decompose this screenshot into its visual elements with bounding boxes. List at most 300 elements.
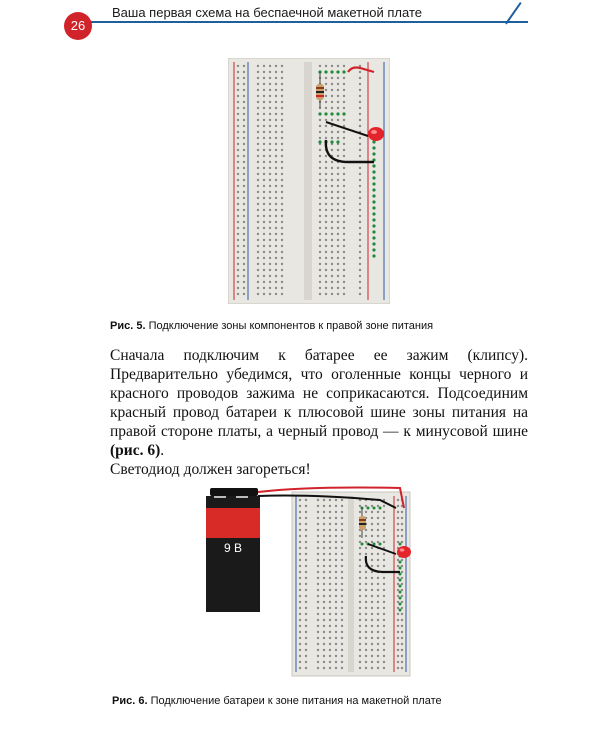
breadboard-hole [371,601,373,603]
paragraph-1-end: . [160,442,165,459]
breadboard-hole [323,661,325,663]
breadboard-hole [331,209,333,211]
breadboard-hole [331,269,333,271]
breadboard-hole [269,221,271,223]
breadboard-hole [343,197,345,199]
breadboard-hole [337,275,339,277]
breadboard-hole [257,149,259,151]
breadboard-hole [341,577,343,579]
breadboard-hole [319,239,321,241]
breadboard-hole [401,595,403,597]
breadboard-hole [319,179,321,181]
breadboard-hole [237,233,239,235]
breadboard-hole [275,245,277,247]
breadboard-hole [331,239,333,241]
breadboard-hole [331,83,333,85]
breadboard-hole [269,239,271,241]
breadboard-hole [275,209,277,211]
breadboard-hole [383,619,385,621]
breadboard-hole [263,65,265,67]
breadboard-hole [257,107,259,109]
breadboard-hole [281,167,283,169]
breadboard-hole [377,595,379,597]
breadboard-hole [275,191,277,193]
breadboard-hole [299,631,301,633]
breadboard-hole [323,595,325,597]
breadboard-hole [281,215,283,217]
breadboard-hole [365,505,367,507]
breadboard-hole [397,583,399,585]
breadboard-hole [299,667,301,669]
breadboard-hole [237,269,239,271]
breadboard-hole [237,89,239,91]
breadboard-hole [359,77,361,79]
breadboard-hole [365,655,367,657]
breadboard-hole [401,541,403,543]
breadboard-hole [329,601,331,603]
breadboard-hole [343,203,345,205]
breadboard-hole [275,233,277,235]
body-text [110,346,528,479]
breadboard-hole [243,293,245,295]
breadboard-hole [269,107,271,109]
figure-6-caption [112,695,442,707]
breadboard-hole [341,517,343,519]
breadboard-hole [383,637,385,639]
breadboard-hole [323,499,325,501]
breadboard-hole [237,107,239,109]
breadboard-hole [371,613,373,615]
breadboard-hole [331,203,333,205]
breadboard-hole [343,167,345,169]
breadboard-hole [331,281,333,283]
breadboard-hole [331,287,333,289]
breadboard-hole [337,251,339,253]
breadboard-hole [275,161,277,163]
breadboard-hole [237,287,239,289]
breadboard-hole [371,511,373,513]
breadboard-hole [269,125,271,127]
breadboard-hole [237,281,239,283]
breadboard-hole [319,167,321,169]
breadboard-hole [263,89,265,91]
figure-5-caption-label: Рис. 5. [110,320,146,332]
breadboard-hole [305,583,307,585]
breadboard-hole [377,601,379,603]
breadboard-hole [263,215,265,217]
breadboard-hole [331,227,333,229]
breadboard-hole [341,565,343,567]
breadboard-hole [329,655,331,657]
breadboard-hole [359,287,361,289]
breadboard-hole [343,233,345,235]
breadboard-hole [341,553,343,555]
breadboard-hole [243,203,245,205]
breadboard-hole [319,209,321,211]
breadboard-hole [323,547,325,549]
breadboard-hole [359,541,361,543]
breadboard-hole [335,541,337,543]
breadboard-hole [263,257,265,259]
breadboard-hole [237,215,239,217]
breadboard-hole [323,529,325,531]
breadboard-hole [359,535,361,537]
breadboard-hole [281,263,283,265]
breadboard-hole [269,113,271,115]
breadboard-hole [275,119,277,121]
breadboard-hole [359,149,361,151]
breadboard-hole [337,257,339,259]
breadboard-hole [243,107,245,109]
breadboard-hole [331,275,333,277]
breadboard-hole [383,505,385,507]
breadboard-hole [359,269,361,271]
breadboard-hole [329,625,331,627]
breadboard-hole [319,293,321,295]
breadboard-hole [331,167,333,169]
breadboard-hole [397,655,399,657]
breadboard-hole [275,197,277,199]
breadboard-hole [371,559,373,561]
breadboard-hole [337,173,339,175]
breadboard-hole [317,499,319,501]
breadboard-hole [397,505,399,507]
breadboard-hole [341,631,343,633]
breadboard-hole [323,643,325,645]
breadboard-hole [337,227,339,229]
breadboard-hole [337,287,339,289]
breadboard-hole [243,233,245,235]
breadboard-hole [281,281,283,283]
breadboard-hole [331,191,333,193]
breadboard-hole [299,529,301,531]
breadboard-hole [319,161,321,163]
breadboard-hole [299,577,301,579]
breadboard-hole [365,625,367,627]
breadboard-hole [281,245,283,247]
breadboard-hole [257,113,259,115]
breadboard-hole [359,505,361,507]
breadboard-hole [401,583,403,585]
breadboard-hole [341,661,343,663]
breadboard-hole [237,143,239,145]
breadboard-hole [237,131,239,133]
breadboard-hole [317,601,319,603]
breadboard-hole [329,511,331,513]
breadboard-hole [359,607,361,609]
breadboard-hole [305,589,307,591]
breadboard-hole [359,637,361,639]
breadboard-hole [343,227,345,229]
breadboard-hole [331,89,333,91]
breadboard-hole [319,203,321,205]
breadboard-hole [359,577,361,579]
breadboard-hole [237,161,239,163]
breadboard-hole [331,185,333,187]
breadboard-hole [331,137,333,139]
breadboard-hole [337,179,339,181]
breadboard-hole [343,263,345,265]
breadboard-hole [341,601,343,603]
breadboard-hole [337,233,339,235]
breadboard-hole [401,523,403,525]
breadboard-hole [281,155,283,157]
breadboard-hole [341,655,343,657]
breadboard-hole [319,233,321,235]
breadboard-hole [397,541,399,543]
breadboard-hole [343,191,345,193]
breadboard-hole [319,191,321,193]
breadboard-hole [401,637,403,639]
breadboard-hole [299,517,301,519]
breadboard-hole [243,209,245,211]
breadboard-hole [343,101,345,103]
breadboard-hole [263,203,265,205]
breadboard-hole [397,637,399,639]
breadboard-hole [317,565,319,567]
breadboard-hole [275,167,277,169]
breadboard-hole [335,649,337,651]
breadboard-hole [323,637,325,639]
breadboard-hole [343,269,345,271]
breadboard-hole [281,83,283,85]
breadboard-hole [331,251,333,253]
breadboard-hole [397,511,399,513]
breadboard-hole [281,89,283,91]
breadboard-hole [359,191,361,193]
breadboard-hole [281,287,283,289]
figure-5-caption [110,320,433,332]
breadboard-hole [317,559,319,561]
breadboard-hole [401,649,403,651]
breadboard-hole [323,625,325,627]
breadboard-hole [359,125,361,127]
breadboard-hole [263,113,265,115]
breadboard-hole [263,227,265,229]
breadboard-hole [323,655,325,657]
breadboard-hole [299,643,301,645]
breadboard-hole [243,71,245,73]
breadboard-hole [299,607,301,609]
breadboard-hole [341,619,343,621]
breadboard-hole [365,583,367,585]
breadboard-hole [329,541,331,543]
breadboard-hole [319,269,321,271]
breadboard-hole [383,631,385,633]
breadboard-hole [383,661,385,663]
breadboard-hole [243,101,245,103]
breadboard-hole [359,251,361,253]
breadboard-hole [325,245,327,247]
breadboard-hole [263,71,265,73]
breadboard-hole [257,71,259,73]
breadboard-hole [359,625,361,627]
breadboard-hole [237,119,239,121]
breadboard-hole [269,245,271,247]
breadboard-hole [319,185,321,187]
breadboard-hole [275,173,277,175]
breadboard-hole [365,649,367,651]
breadboard-hole [383,517,385,519]
breadboard-hole [325,227,327,229]
breadboard-hole [243,281,245,283]
breadboard-hole [281,149,283,151]
breadboard-hole [325,263,327,265]
breadboard-hole [269,131,271,133]
breadboard-hole [317,655,319,657]
breadboard-hole [365,553,367,555]
breadboard-hole [263,125,265,127]
breadboard-hole [359,263,361,265]
figure-6-reference: (рис. 6) [110,442,161,459]
breadboard-hole [329,661,331,663]
breadboard-hole [243,143,245,145]
breadboard-hole [319,197,321,199]
breadboard-hole [237,191,239,193]
breadboard-hole [269,119,271,121]
breadboard-hole [263,185,265,187]
breadboard-hole [257,257,259,259]
breadboard-hole [343,119,345,121]
breadboard-hole [317,607,319,609]
breadboard-hole [401,613,403,615]
breadboard-hole [335,547,337,549]
breadboard-hole [263,161,265,163]
breadboard-hole [275,263,277,265]
breadboard-hole [335,571,337,573]
breadboard-hole [257,221,259,223]
breadboard-hole [319,257,321,259]
breadboard-hole [305,619,307,621]
breadboard-hole [269,269,271,271]
breadboard-hole [343,179,345,181]
breadboard-hole [237,293,239,295]
breadboard-hole [263,179,265,181]
breadboard-hole [281,131,283,133]
breadboard-hole [237,149,239,151]
breadboard-hole [359,553,361,555]
breadboard-hole [401,559,403,561]
breadboard-hole [269,209,271,211]
breadboard-hole [335,637,337,639]
breadboard-hole [343,239,345,241]
breadboard-hole [305,613,307,615]
breadboard-hole [243,287,245,289]
breadboard-hole [299,583,301,585]
breadboard-hole [237,239,239,241]
breadboard-hole [359,137,361,139]
breadboard-hole [317,613,319,615]
breadboard-hole [365,601,367,603]
breadboard-hole [335,583,337,585]
breadboard-hole [275,137,277,139]
breadboard-hole [325,65,327,67]
breadboard-hole [317,523,319,525]
breadboard-hole [263,233,265,235]
breadboard-hole [397,607,399,609]
breadboard-hole [337,155,339,157]
breadboard-hole [281,275,283,277]
breadboard-hole [257,251,259,253]
breadboard-hole [237,221,239,223]
breadboard-hole [331,233,333,235]
breadboard-hole [343,89,345,91]
breadboard-hole [329,523,331,525]
breadboard-hole [269,191,271,193]
breadboard-hole [359,643,361,645]
breadboard-hole [335,499,337,501]
breadboard-hole [383,577,385,579]
breadboard-hole [365,547,367,549]
breadboard-hole [319,287,321,289]
breadboard-hole [257,131,259,133]
breadboard-hole [383,649,385,651]
breadboard-hole [281,161,283,163]
breadboard-hole [323,667,325,669]
breadboard-hole [377,643,379,645]
breadboard-hole [299,547,301,549]
breadboard-hole [343,281,345,283]
breadboard-hole [305,661,307,663]
breadboard-hole [281,209,283,211]
breadboard-hole [269,197,271,199]
figure-5-breadboard [228,58,390,304]
breadboard-hole [269,185,271,187]
breadboard-hole [383,589,385,591]
breadboard-hole [401,661,403,663]
breadboard-hole [269,65,271,67]
breadboard-hole [359,89,361,91]
breadboard-hole [397,565,399,567]
breadboard-hole [377,553,379,555]
breadboard-hole [281,101,283,103]
breadboard-hole [281,137,283,139]
breadboard-hole [325,239,327,241]
breadboard-hole [335,589,337,591]
breadboard-hole [243,119,245,121]
breadboard-hole [371,607,373,609]
breadboard-hole [335,661,337,663]
breadboard-hole [319,173,321,175]
breadboard-hole [371,649,373,651]
breadboard-hole [317,505,319,507]
breadboard-hole [275,185,277,187]
breadboard-hole [305,505,307,507]
breadboard-hole [299,661,301,663]
breadboard-hole [305,649,307,651]
breadboard-hole [337,203,339,205]
breadboard-hole [365,529,367,531]
breadboard-hole [335,505,337,507]
breadboard-hole [371,529,373,531]
breadboard-hole [305,499,307,501]
breadboard-hole [243,89,245,91]
breadboard-hole [337,239,339,241]
breadboard-hole [319,155,321,157]
breadboard-hole [329,631,331,633]
breadboard-hole [263,119,265,121]
breadboard-hole [359,589,361,591]
breadboard-hole [281,227,283,229]
breadboard-hole [237,251,239,253]
breadboard-hole [257,191,259,193]
breadboard-hole [343,143,345,145]
breadboard-hole [319,281,321,283]
breadboard-hole [335,565,337,567]
breadboard-hole [305,547,307,549]
breadboard-hole [329,547,331,549]
breadboard-hole [299,637,301,639]
